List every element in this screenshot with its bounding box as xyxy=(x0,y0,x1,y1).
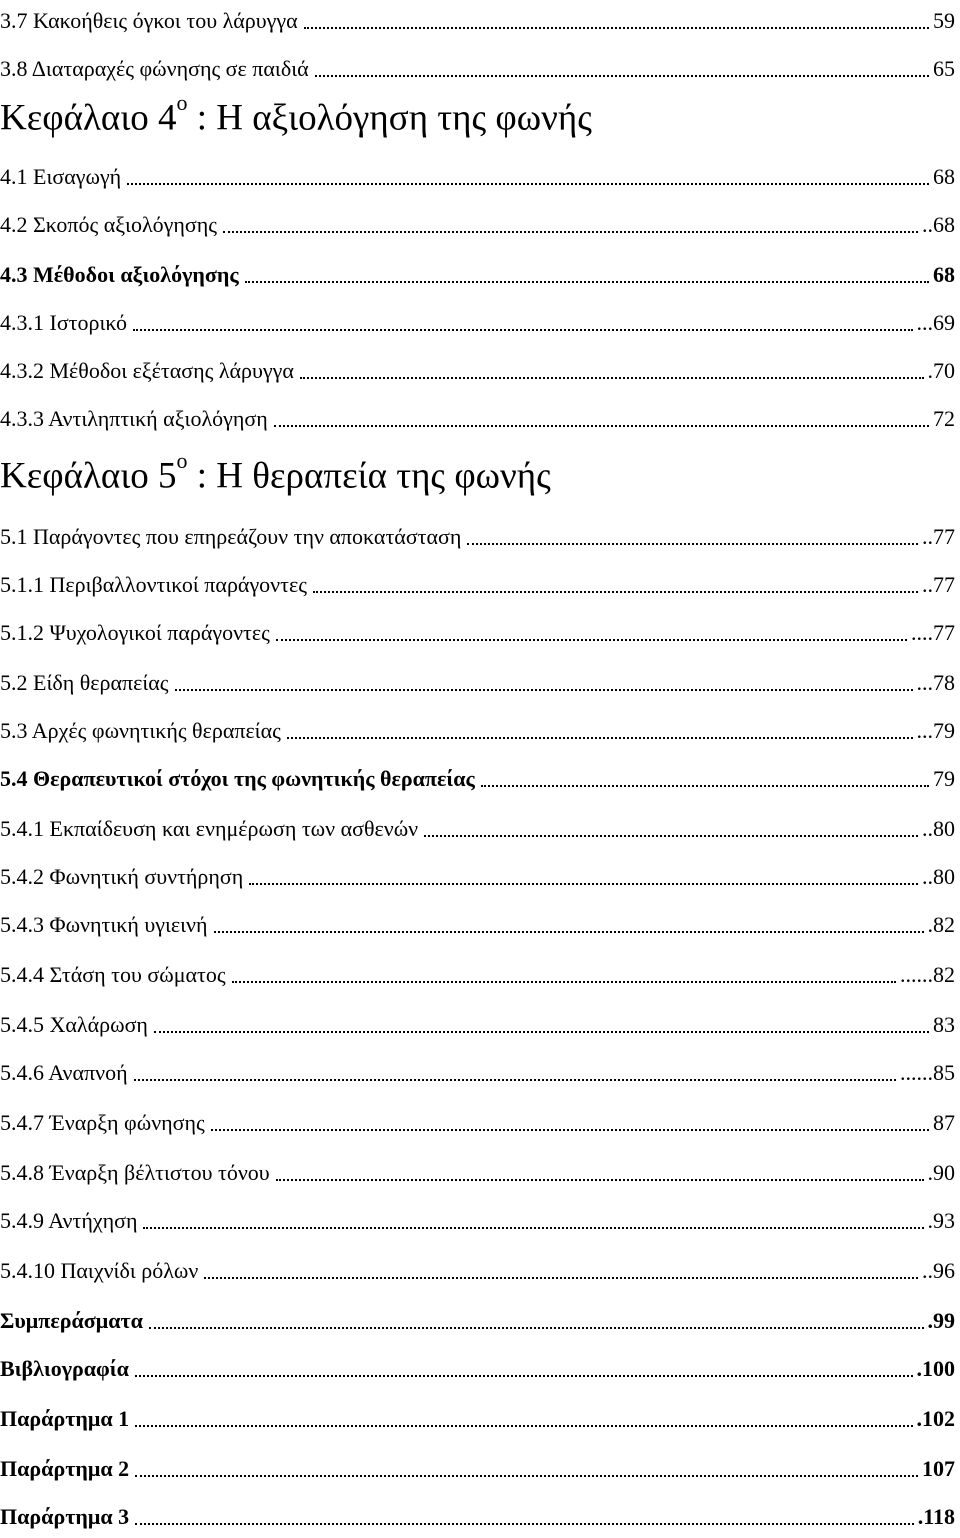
toc-entry-page: 87 xyxy=(933,1110,955,1135)
toc-entry xyxy=(0,766,955,792)
toc-entry-page: .70 xyxy=(927,358,955,383)
toc-entry-label: 4.3.3 Αντιληπτική αξιολόγηση xyxy=(0,406,268,431)
dot-leader xyxy=(304,27,929,29)
dot-leader xyxy=(135,1425,912,1427)
toc-entry-page: ..80 xyxy=(922,816,955,841)
toc-entry xyxy=(0,1258,955,1284)
dot-leader xyxy=(245,281,929,283)
toc-entry-label: 4.1 Εισαγωγή xyxy=(0,164,122,189)
toc-entry-label: 5.4.6 Αναπνοή xyxy=(0,1060,128,1085)
dot-leader xyxy=(300,377,924,379)
toc-entry-page: ..80 xyxy=(922,864,955,889)
toc-entry-page: .82 xyxy=(927,912,955,937)
dot-leader xyxy=(214,931,924,933)
toc-entry-label: Παράρτημα 1 xyxy=(0,1406,130,1431)
dot-leader xyxy=(135,1375,913,1377)
toc-entry-page: ..68 xyxy=(922,212,955,237)
toc-entry-page: .118 xyxy=(917,1504,955,1529)
toc-entry-page: 83 xyxy=(933,1012,955,1037)
dot-leader xyxy=(133,329,912,331)
toc-entry-page: 72 xyxy=(933,406,955,431)
toc-entry-label: 4.3.1 Ιστορικό xyxy=(0,310,128,335)
toc-entry-label: 4.2 Σκοπός αξιολόγησης xyxy=(0,212,217,237)
dot-leader xyxy=(274,425,929,427)
toc-entry-page: ..77 xyxy=(922,524,955,549)
toc-entry-label: 5.4.7 Έναρξη φώνησης xyxy=(0,1110,205,1135)
toc-entry-page: .100 xyxy=(916,1356,955,1381)
toc-entry xyxy=(0,8,955,34)
toc-entry xyxy=(0,1308,955,1334)
dot-leader xyxy=(149,1327,924,1329)
toc-entry-label: 5.3 Αρχές φωνητικής θεραπείας xyxy=(0,718,281,743)
toc-entry xyxy=(0,912,955,938)
toc-entry-page: ..77 xyxy=(922,572,955,597)
toc-entry xyxy=(0,1356,955,1382)
toc-entry-label: 5.1.2 Ψυχολογικοί παράγοντες xyxy=(0,620,270,645)
dot-leader xyxy=(175,689,913,691)
toc-entry xyxy=(0,864,955,890)
toc-entry-label: Βιβλιογραφία xyxy=(0,1356,129,1381)
toc-entry-label: 5.1 Παράγοντες που επηρεάζουν την αποκατάσταση xyxy=(0,524,462,549)
toc-entry-page: ...69 xyxy=(916,310,955,335)
toc-entry xyxy=(0,1160,955,1186)
toc-entry xyxy=(0,962,955,988)
toc-entry-page: .93 xyxy=(927,1208,955,1233)
toc-entry xyxy=(0,164,955,190)
toc-entry-label: 3.7 Κακοήθεις όγκοι του λάρυγγα xyxy=(0,8,298,33)
dot-leader xyxy=(134,1079,896,1081)
toc-entry-label: 5.4 Θεραπευτικοί στόχοι της φωνητικής θεραπείας xyxy=(0,766,475,791)
toc-entry-label: Παράρτημα 3 xyxy=(0,1504,130,1529)
chapter-heading-label: Κεφάλαιο $5^o$ : Η θεραπεία της φωνής xyxy=(0,447,551,496)
toc-entry xyxy=(0,670,955,696)
toc-entry xyxy=(0,406,955,432)
toc-entry-page: ..96 xyxy=(922,1258,955,1283)
dot-leader xyxy=(467,543,918,545)
toc-entry-label: 4.3.2 Μέθοδοι εξέτασης λάρυγγα xyxy=(0,358,294,383)
toc-entry-label: 5.4.3 Φωνητική υγιεινή xyxy=(0,912,208,937)
toc-entry-page: ....77 xyxy=(911,620,955,645)
toc-entry-page: ...78 xyxy=(916,670,955,695)
toc-entry-label: 5.2 Είδη θεραπείας xyxy=(0,670,169,695)
toc-entry xyxy=(0,1406,955,1432)
toc-entry xyxy=(0,310,955,336)
toc-entry-page: 107 xyxy=(922,1456,955,1481)
toc-entry-label: 3.8 Διαταραχές φώνησης σε παιδιά xyxy=(0,56,309,81)
toc-entry-page: ......85 xyxy=(900,1060,955,1085)
toc-entry xyxy=(0,718,955,744)
toc-entry-page: .90 xyxy=(927,1160,955,1185)
toc-entry xyxy=(0,620,955,646)
toc-entry-label: 5.1.1 Περιβαλλοντικοί παράγοντες xyxy=(0,572,307,597)
toc-entry xyxy=(0,816,955,842)
dot-leader xyxy=(315,75,929,77)
toc-entry-label: Συμπεράσματα xyxy=(0,1308,143,1333)
dot-leader xyxy=(313,591,918,593)
dot-leader xyxy=(287,737,913,739)
dot-leader xyxy=(135,1475,918,1477)
toc-entry-label: 5.4.5 Χαλάρωση xyxy=(0,1012,148,1037)
dot-leader xyxy=(276,1179,924,1181)
dot-leader xyxy=(481,785,929,787)
dot-leader xyxy=(276,639,907,641)
toc-entry-label: 4.3 Μέθοδοι αξιολόγησης xyxy=(0,262,239,287)
toc-entry-label: 5.4.2 Φωνητική συντήρηση xyxy=(0,864,244,889)
toc-entry-page: 65 xyxy=(933,56,955,81)
dot-leader xyxy=(249,883,918,885)
toc-entry-page: 68 xyxy=(933,262,955,287)
dot-leader xyxy=(127,183,929,185)
toc-entry-label: 5.4.10 Παιχνίδι ρόλων xyxy=(0,1258,199,1283)
toc-entry-label: 5.4.1 Εκπαίδευση και ενημέρωση των ασθενών xyxy=(0,816,419,841)
toc-entry-page: 59 xyxy=(933,8,955,33)
toc-entry xyxy=(0,1504,955,1530)
toc-entry xyxy=(0,572,955,598)
toc-entry-label: 5.4.8 Έναρξη βέλτιστου τόνου xyxy=(0,1160,270,1185)
toc-entry-page: ......82 xyxy=(900,962,955,987)
toc-entry-page: 79 xyxy=(933,766,955,791)
toc-entry xyxy=(0,1208,955,1234)
toc-entry xyxy=(0,262,955,288)
toc-entry-label: 5.4.9 Αντήχηση xyxy=(0,1208,138,1233)
dot-leader xyxy=(204,1277,918,1279)
toc-entry xyxy=(0,524,955,550)
toc-entry xyxy=(0,212,955,238)
toc-entry xyxy=(0,1060,955,1086)
dot-leader xyxy=(223,231,918,233)
dot-leader xyxy=(154,1031,929,1033)
toc-entry xyxy=(0,358,955,384)
toc-entry xyxy=(0,56,955,82)
toc-entry-page: .102 xyxy=(916,1406,955,1431)
toc-entry xyxy=(0,1012,955,1038)
toc-entry-label: 5.4.4 Στάση του σώματος xyxy=(0,962,226,987)
toc-entry-label: Παράρτημα 2 xyxy=(0,1456,130,1481)
chapter-heading xyxy=(0,447,955,498)
toc-entry-page: .99 xyxy=(927,1308,955,1333)
toc-entry xyxy=(0,1456,955,1482)
dot-leader xyxy=(424,835,918,837)
toc-entry-page: 68 xyxy=(933,164,955,189)
chapter-heading-label: Κεφάλαιο $4^o$ : Η αξιολόγηση της φωνής xyxy=(0,89,592,138)
dot-leader xyxy=(211,1129,929,1131)
chapter-heading xyxy=(0,89,955,140)
toc-entry-page: ...79 xyxy=(916,718,955,743)
dot-leader xyxy=(143,1227,923,1229)
dot-leader xyxy=(232,981,896,983)
toc-entry xyxy=(0,1110,955,1136)
dot-leader xyxy=(135,1523,914,1525)
